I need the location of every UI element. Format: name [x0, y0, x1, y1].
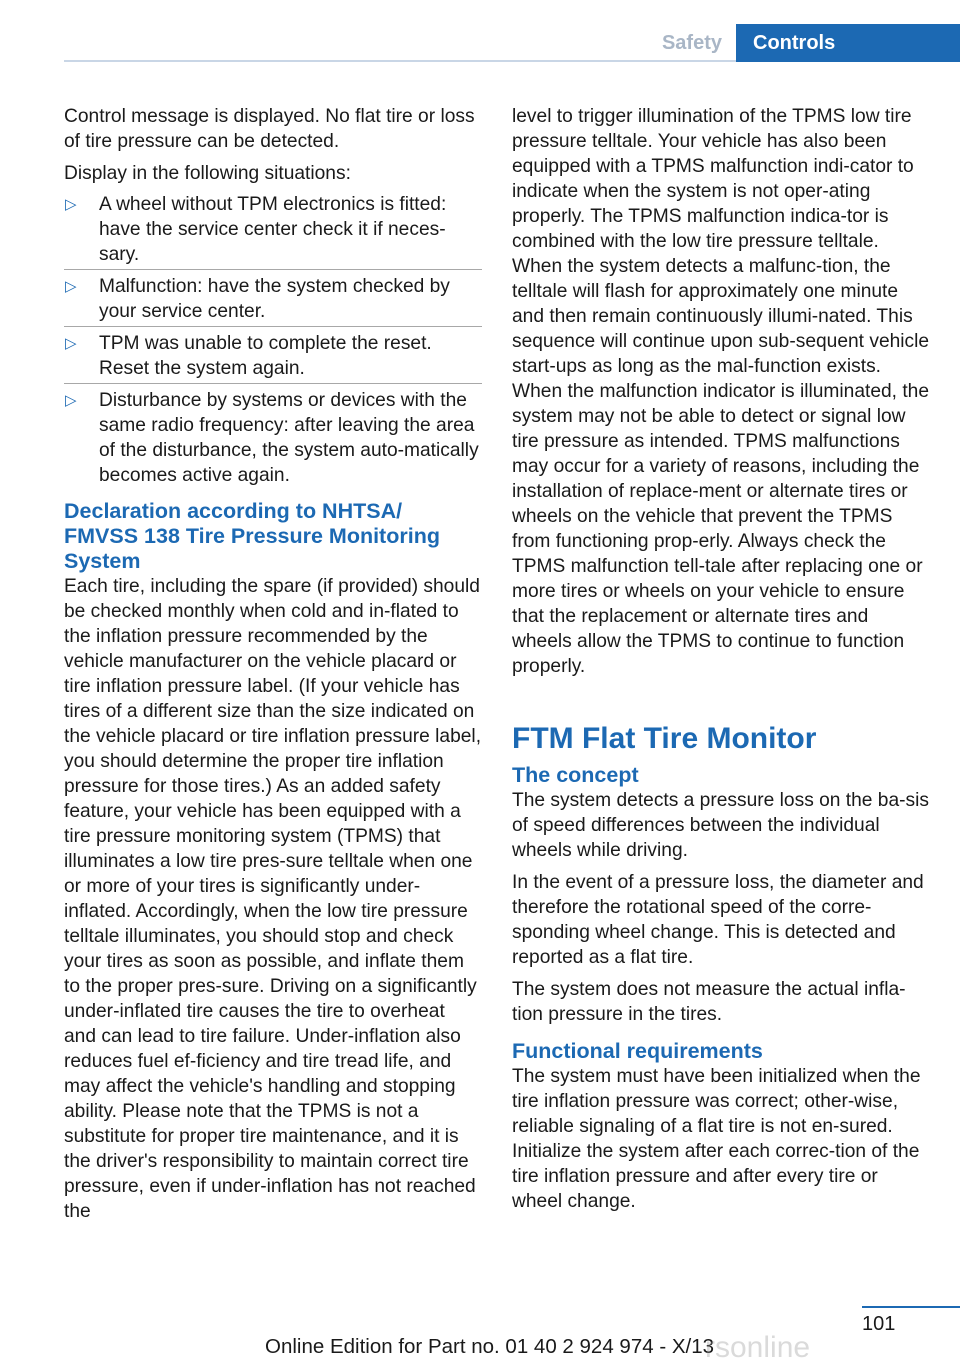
intro-paragraph: Control message is displayed. No flat tire or loss of tire pressure can be detected. — [64, 106, 475, 152]
left-column — [64, 104, 482, 1224]
tab-controls[interactable]: Controls — [736, 24, 960, 62]
declaration-body: Each tire, including the spare (if provided) should be checked monthly when cold and in-flated to the inflation pressure recommended by the vehicle manufacturer on the vehicle placard or tire inflation pressure label. (If your vehicle has tires of a different size than the size indicated on the vehicle placard or tire inflation pressure label, you should determine the proper tire inflation pressure for those tires.) As an added safety feature, your vehicle has been equipped with a tire pressure monitoring system (TPMS) that illuminates a low tire pres-sure telltale when one or more of your tires is significantly under-inflated. Accordingly, when the low tire pressure telltale illuminates, you should stop and check your tires as soon as possible, and inflate them to the proper pres-sure. Driving on a significantly under-inflated tire causes the tire to overheat and can lead to tire failure. Under-inflation also reduces fuel ef-ficiency and tire tread life, and may affect the vehicle's handling and stopping ability. Please note that the TPMS is not a substitute for proper tire maintenance, and it is the driver's responsibility to maintain correct tire pressure, even if under-inflation has not reached the — [64, 576, 482, 1222]
triangle-bullet-icon: ▷ — [65, 335, 77, 352]
concept-paragraph-1: The system detects a pressure loss on the ba-sis of speed differences between the individual wheels while driving. — [512, 790, 929, 861]
list-item — [64, 388, 482, 488]
list-divider — [64, 383, 482, 384]
situation-list — [64, 192, 482, 488]
concept-heading: The concept — [512, 763, 639, 787]
concept-paragraph-3: The system does not measure the actual infla-tion pressure in the tires. — [512, 979, 906, 1025]
list-item — [64, 192, 482, 267]
requirements-heading: Functional requirements — [512, 1039, 763, 1063]
list-item — [64, 274, 482, 324]
right-column — [512, 104, 932, 1214]
list-item-text: A wheel without TPM electronics is fitted: have the service center check it if neces-sary. — [99, 194, 447, 265]
list-item — [64, 331, 482, 381]
tab-safety[interactable]: Safety — [661, 32, 722, 54]
list-item-text: TPM was unable to complete the reset. Reset the system again. — [99, 333, 432, 379]
triangle-bullet-icon: ▷ — [65, 392, 77, 409]
list-divider — [64, 326, 482, 327]
triangle-bullet-icon: ▷ — [65, 196, 77, 213]
watermark: rsonline — [705, 1331, 811, 1364]
list-item-text: Disturbance by systems or devices with the same radio frequency: after leaving the area of the disturbance, the system auto-matically becomes active again. — [99, 390, 479, 486]
continuation-paragraph: level to trigger illumination of the TPMS low tire pressure telltale. Your vehicle has also been equipped with a TPMS malfunction indi-cator to indicate when the system is not oper-ating properly. The TPMS malfunction indica-tor is combined with the low tire pressure telltale. When the system detects a malfunc-tion, the telltale will flash for approximately one minute and then remain continuously illumi-nated. This sequence will continue upon sub-sequent vehicle start-ups as long as the mal-function exists. When the malfunction indicator is illuminated, the system may not be able to detect or signal low tire pressure as intended. TPMS malfunctions may occur for a variety of reasons, including the installation of replace-ment or alternate tires or wheels on the vehicle that prevent the TPMS from functioning prop-erly. Always check the TPMS malfunction tell-tale after replacing one or more tires or wheels on your vehicle to ensure that the replacement or alternate tires and wheels allow the TPMS to continue to function properly. — [512, 106, 930, 677]
list-item-text: Malfunction: have the system checked by your service center. — [99, 276, 450, 322]
display-lead: Display in the following situations: — [64, 163, 351, 184]
list-divider — [64, 269, 482, 270]
requirements-paragraph: The system must have been initialized when the tire inflation pressure was correct; other-wise, reliable signaling of a flat tire is not en-sured. Initialize the system after each correc-tion of the tire inflation pressure and after every tire or wheel change. — [512, 1066, 921, 1212]
footer-rule — [862, 1306, 960, 1308]
declaration-heading: Declaration according to NHTSA/ FMVSS 138 Tire Pressure Monitoring System — [64, 499, 440, 573]
ftm-heading: FTM Flat Tire Monitor — [512, 722, 817, 755]
concept-paragraph-2: In the event of a pressure loss, the diameter and therefore the rotational speed of the corre-sponding wheel change. This is detected and reported as a flat tire. — [512, 872, 924, 968]
edition-note: Online Edition for Part no. 01 40 2 924 974 - X/13 — [265, 1335, 715, 1358]
page-number: 101 — [862, 1313, 896, 1335]
triangle-bullet-icon: ▷ — [65, 278, 77, 295]
